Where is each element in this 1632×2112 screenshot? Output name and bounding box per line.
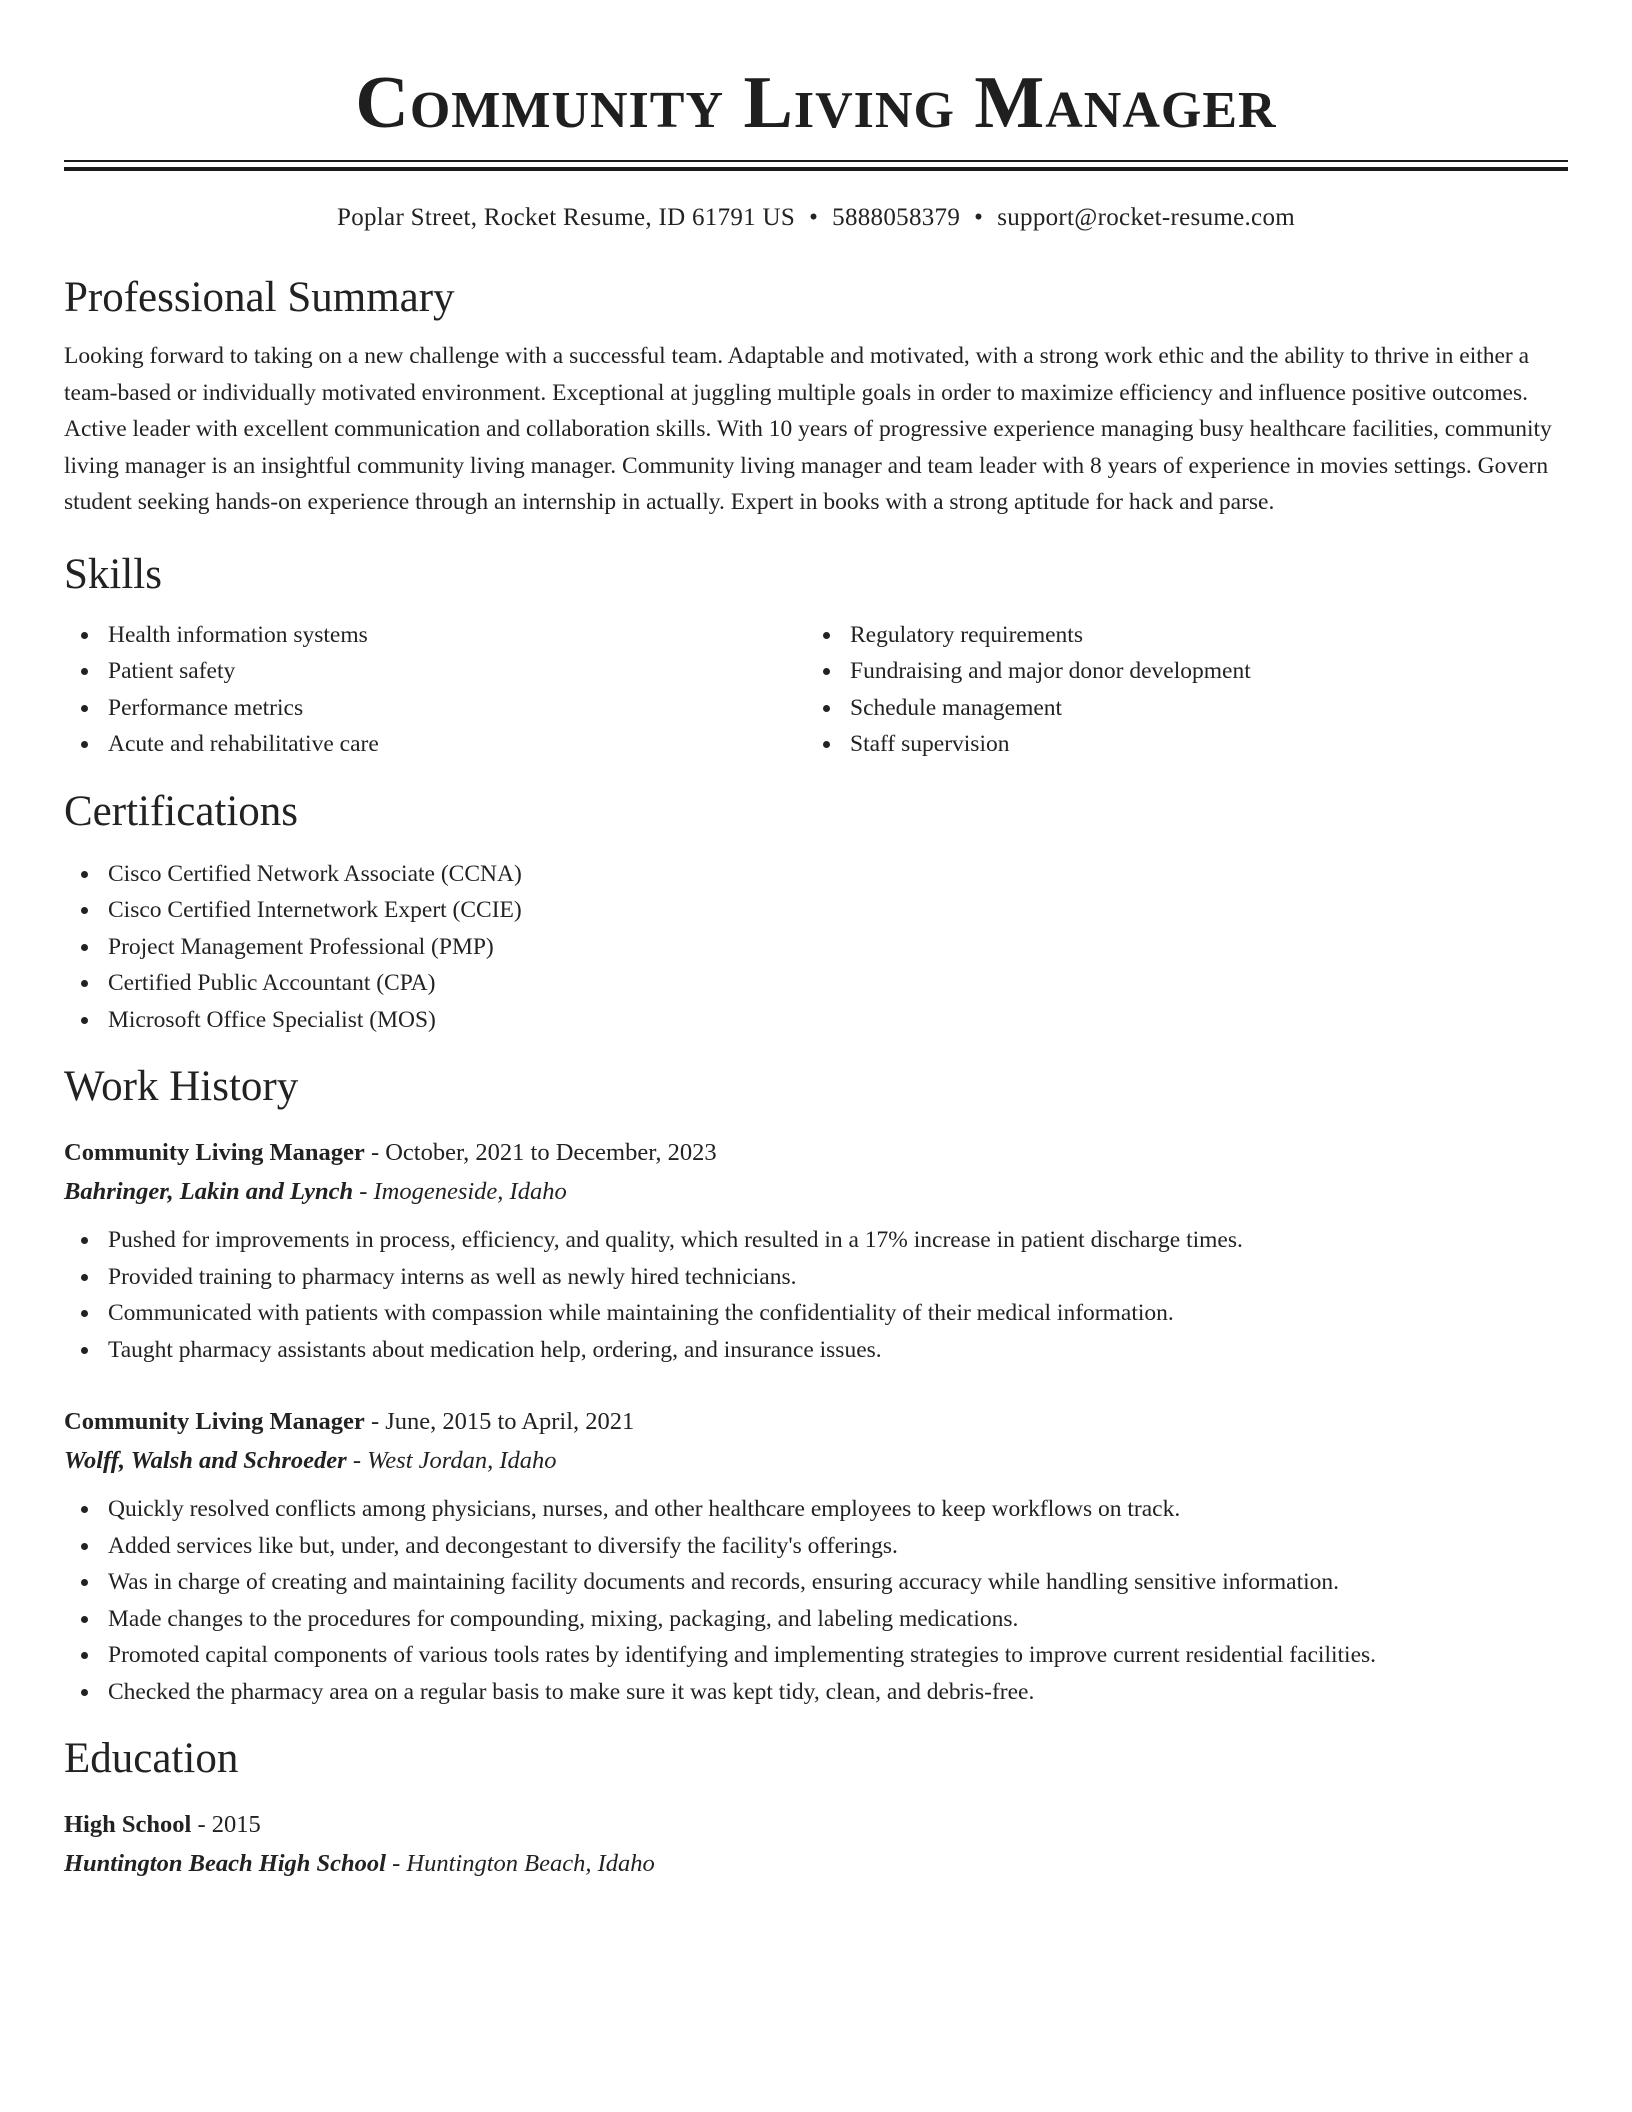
job-role: Community Living Manager [64,1139,365,1167]
contact-phone: 5888058379 [832,204,961,231]
certification-item: Microsoft Office Specialist (MOS) [64,1002,1568,1039]
education-year: - 2015 [191,1811,261,1839]
job-bullet: Checked the pharmacy area on a regular basis to make sure it was kept tidy, clean, and debris-free. [64,1674,1568,1711]
job-entry [64,1133,1568,1368]
contact-separator: • [809,204,819,231]
header-double-rule [64,160,1568,172]
skill-item: Acute and rehabilitative care [64,726,806,763]
job-bullet: Pushed for improvements in process, efficiency, and quality, which resulted in a 17% increase in patient discharge times. [64,1222,1568,1259]
skill-item: Health information systems [64,617,806,654]
job-location: - Imogeneside, Idaho [353,1178,567,1206]
job-bullet: Made changes to the procedures for compounding, mixing, packaging, and labeling medications. [64,1601,1568,1638]
section-title-work-history: Work History [64,1063,299,1111]
education-degree: High School [64,1811,192,1839]
certification-item: Certified Public Accountant (CPA) [64,965,1568,1002]
job-bullet: Added services like but, under, and decongestant to diversify the facility's offerings. [64,1528,1568,1565]
job-employer-line [64,1172,1568,1211]
contact-separator: • [974,204,984,231]
skill-item: Staff supervision [806,726,1548,763]
skills-list-left [64,617,806,763]
certification-item: Cisco Certified Network Associate (CCNA) [64,856,1568,893]
education-location: - Huntington Beach, Idaho [386,1850,655,1878]
section-title-summary: Professional Summary [64,274,455,321]
job-entry [64,1402,1568,1710]
education-school-line [64,1844,1568,1883]
header-rule-thin [64,160,1568,162]
job-bullet: Provided training to pharmacy interns as well as newly hired technicians. [64,1259,1568,1296]
skill-item: Patient safety [64,653,806,690]
job-dates: - June, 2015 to April, 2021 [364,1408,635,1436]
job-title-line [64,1402,1568,1441]
job-bullets [64,1222,1568,1368]
job-employer-line [64,1441,1568,1480]
skills-list-right [806,617,1548,763]
certification-item: Project Management Professional (PMP) [64,929,1568,966]
job-bullet: Was in charge of creating and maintaining facility documents and records, ensuring accuracy while handling sensitive information. [64,1564,1568,1601]
job-employer: Wolff, Walsh and Schroeder [64,1447,347,1475]
certifications-list [64,856,1568,1039]
skill-item: Fundraising and major donor development [806,653,1548,690]
section-title-education: Education [64,1735,239,1783]
education-school: Huntington Beach High School [64,1850,386,1878]
certification-item: Cisco Certified Internetwork Expert (CCIE) [64,892,1568,929]
job-location: - West Jordan, Idaho [346,1447,557,1475]
skill-item: Performance metrics [64,690,806,727]
contact-line [64,202,1568,234]
contact-address: Poplar Street, Rocket Resume, ID 61791 US [337,204,796,231]
section-title-certifications: Certifications [64,787,299,835]
job-bullet: Taught pharmacy assistants about medication help, ordering, and insurance issues. [64,1332,1568,1369]
job-employer: Bahringer, Lakin and Lynch [64,1178,354,1206]
education-degree-line [64,1805,1568,1844]
job-bullet: Promoted capital components of various tools rates by identifying and implementing strategies to improve current residential facilities. [64,1637,1568,1674]
job-bullet: Quickly resolved conflicts among physicians, nurses, and other healthcare employees to keep workflows on track. [64,1491,1568,1528]
job-dates: - October, 2021 to December, 2023 [364,1139,717,1167]
contact-email: support@rocket-resume.com [997,204,1295,231]
job-role: Community Living Manager [64,1408,365,1436]
header-rule-thick [64,167,1568,171]
resume-page [64,0,1568,1883]
skill-item: Schedule management [806,690,1548,727]
education-entry [64,1805,1568,1883]
summary-text: Looking forward to taking on a new challenge with a successful team. Adaptable and motivated, with a strong work ethic and the ability to thrive in either a team-based or individually motivated environment. Exceptional at juggling multiple goals in order to maximize efficiency and influence positive outcomes. Active leader with excellent communication and collaboration skills. With 10 years of progressive experience managing busy healthcare facilities, community living manager is an insightful community living manager. Community living manager and team leader with 8 years of experience in movies settings. Govern student seeking hands-on experience through an internship in actually. Expert in books with a strong aptitude for hack and parse. [64,343,1552,516]
job-bullet: Communicated with patients with compassion while maintaining the confidentiality of their medical information. [64,1295,1568,1332]
candidate-name: Community Living Manager [355,62,1277,144]
section-title-skills: Skills [64,550,162,598]
job-bullets [64,1491,1568,1710]
skill-item: Regulatory requirements [806,617,1548,654]
job-title-line [64,1133,1568,1172]
skills-columns [64,617,1568,763]
